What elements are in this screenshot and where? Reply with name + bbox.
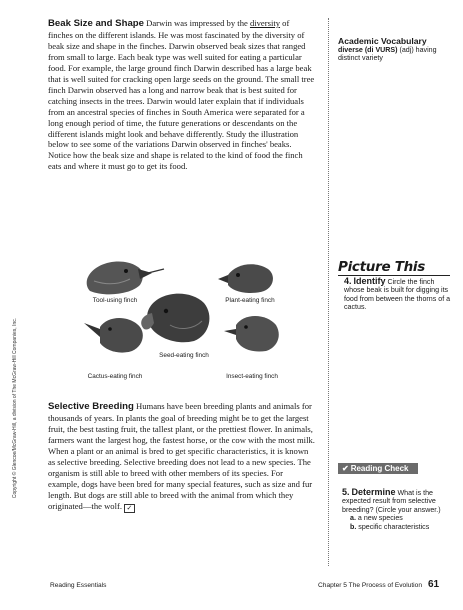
seed-eating-finch-drawing [141,294,209,343]
reading-check-band: ✔ Reading Check [338,463,418,474]
vocab-title: Academic Vocabulary [338,36,427,46]
label-cactus-eating: Cactus-eating finch [87,373,143,380]
answer-option-a[interactable]: a. a new species [350,514,403,523]
finch-illustration [60,255,320,395]
page-number: 61 [428,579,440,590]
picture-this-box [338,260,450,274]
label-plant-eating: Plant-eating finch [225,297,275,304]
vocab-word-link[interactable]: diversity [249,18,281,28]
section-heading: Selective Breeding [48,401,134,412]
picture-this-title: Picture This [338,259,425,275]
insect-eating-finch-drawing [224,316,279,352]
copyright-notice: Copyright © Glencoe/McGraw-Hill, a division of The McGraw-Hill Companies, Inc. [12,317,18,499]
label-insect-eating: Insect-eating finch [226,373,278,380]
label-tool-using: Tool-using finch [92,297,138,304]
question-5: 5. Determine What is the expected result from selective breeding? (Circle your answer.) a. a new species b. specific characteristics [342,488,452,531]
plant-eating-finch-drawing [218,264,273,293]
answer-option-b[interactable]: b. specific characteristics [350,522,430,531]
vocab-definition: diverse (di VURS) (adj) having distinct variety [338,46,437,63]
section-heading: Beak Size and Shape [48,18,144,29]
footer-left: Reading Essentials [50,582,107,589]
footer-chapter: Chapter 5 The Process of Evolution [318,582,422,589]
academic-vocabulary-box [338,36,450,63]
check-icon: ✔ [342,464,349,473]
question-4: 4. Identify Circle the finch whose beak is built for digging its food from between the thorns of a cactus. [344,276,451,312]
tool-using-finch-drawing [87,262,164,295]
column-divider [328,18,329,566]
label-seed-eating: Seed-eating finch [159,352,209,359]
check-icon: ✓ [124,504,135,513]
cactus-eating-finch-drawing [84,318,143,353]
paragraph-beak-size: Beak Size and Shape Darwin was impressed by the diversity of finches on the different islands. He was most fascinated by the diversity of beak size and shape in the finches. Darwin observed beak sizes that ranged from small to large. Each beak type was well suited for eating a particular food. For example, the large ground finch Darwin described has a large beak that is well suited for cracking open large seeds on the ground. The small tree finch Darwin observed has a long and narrow beak that is best suited for catching insects in the trees. Darwin would later explain that if individuals from an ancestral species of finches in South America were separated for a long enough period of time, the future generations or descendants on the different islands might look and behave differently. Study the illustration below to see some of the variations Darwin observed in finches' beaks. Notice how the beak size and shape is related to the kind of food the finch eats and where it must go to get its food. [48,18,315,172]
paragraph-selective-breeding: Selective Breeding Humans have been breeding plants and animals for thousands of years. In plants the goal of breeding might be to get the largest fruit, the best tasting fruit, the tallest plant, or the prettiest flower. In animals, farmers want the largest hog, the fastest horse, or the cow with the most milk. When a plant or an animal is bred to get specific characteristics, it is known as selective breeding. Selective breeding does not lead to a new species. The organism is still able to breed with other members of its species. For example, dogs have been bred for many special features, such as size and fur length. But dogs are still able to breed with the animal from which they originated—the wolf. ✓ [48,401,315,512]
